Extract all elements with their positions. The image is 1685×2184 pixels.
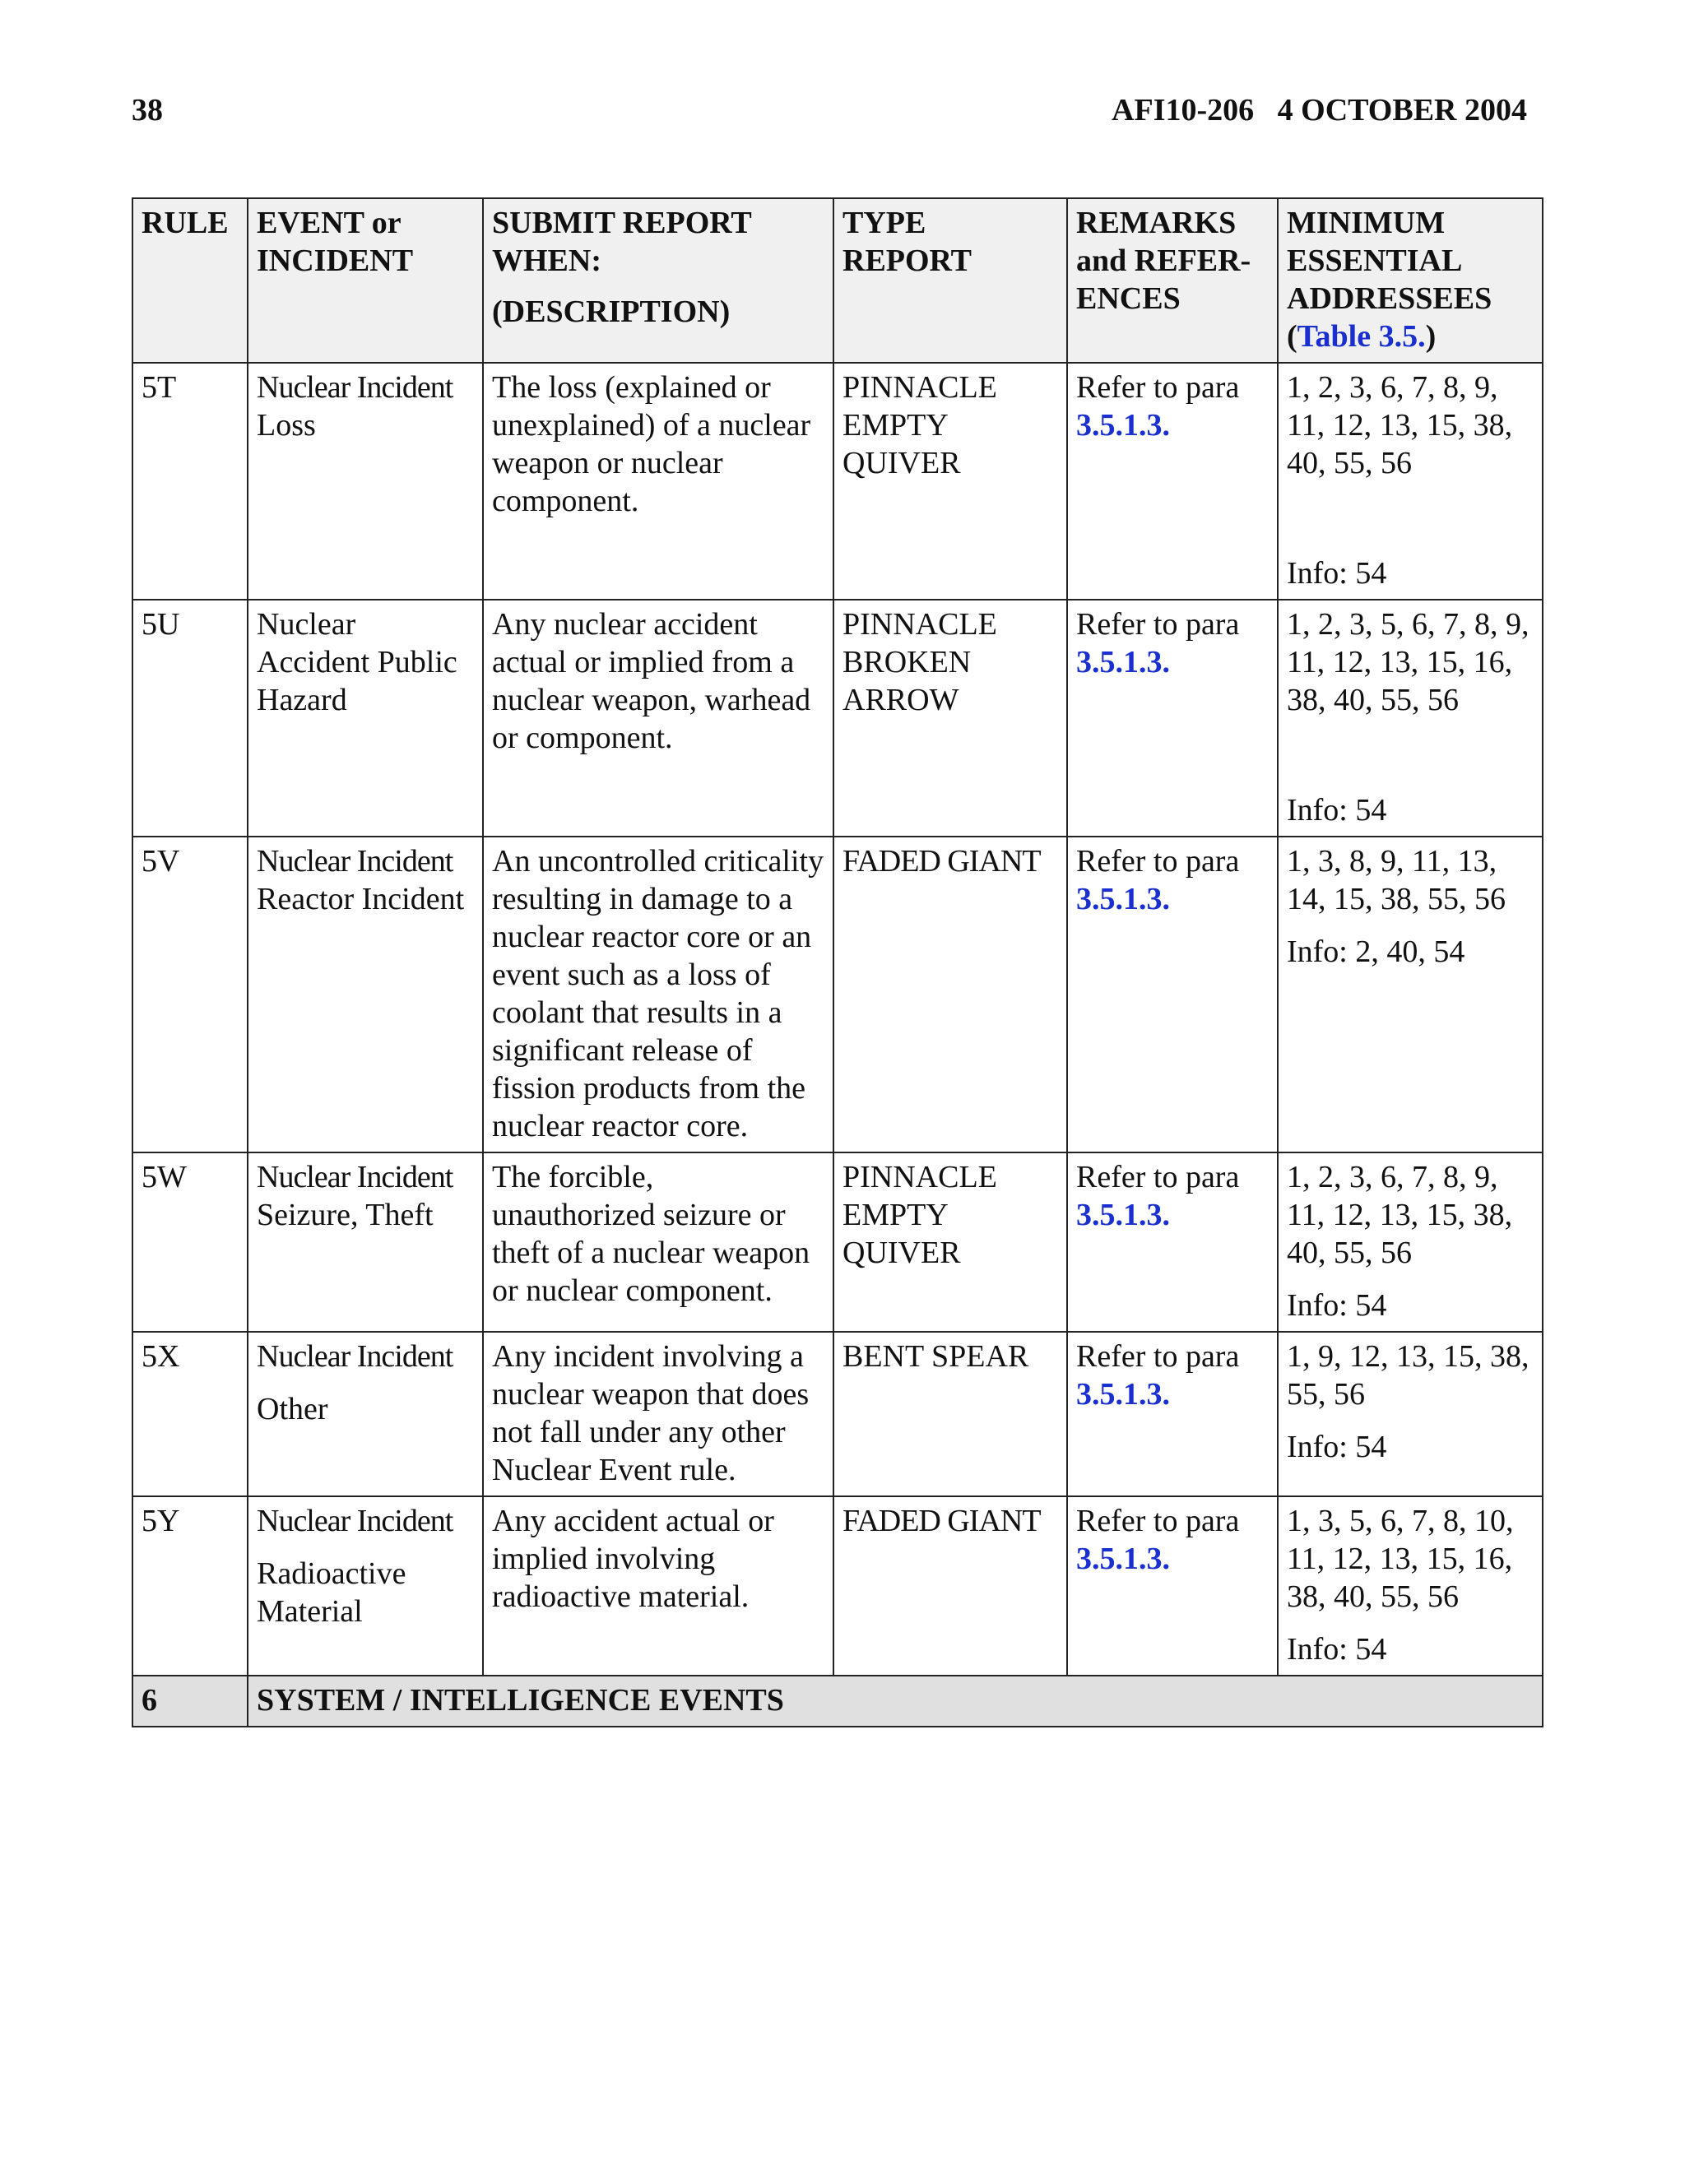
event-text: Radioactive Material [257,1556,406,1629]
para-3-5-1-3-link[interactable]: 3.5.1.3. [1076,882,1170,916]
table-row [132,837,1543,1152]
section-title-cell: SYSTEM / INTELLIGENCE EVENTS [248,1676,1543,1727]
remarks-text: Refer to para [1076,1160,1240,1194]
type-text: PINNACLE [842,607,997,642]
remarks-text: Refer to para [1076,844,1240,879]
table-row [132,600,1543,837]
remarks-text: Refer to para [1076,370,1240,405]
addressees-cell [1278,1152,1543,1332]
addressees-text: 1, 2, 3, 6, 7, 8, 9, 11, 12, 13, 15, 38, 40, 55, 56 [1287,370,1513,480]
header-label: ENCES [1076,281,1181,316]
header-label: REMARKS [1076,206,1237,240]
column-header-remarks [1067,198,1278,363]
addressees-cell [1278,837,1543,1152]
info-addressees: Info: 54 [1287,1430,1387,1464]
table-row [132,363,1543,600]
type-text: FADED GIANT [842,1504,1041,1538]
event-text: Reactor Incident [257,882,465,916]
rule-cell: 5X [132,1332,248,1496]
info-addressees: Info: 54 [1287,793,1387,828]
header-label: WHEN: [492,243,601,278]
event-cell [248,1332,483,1496]
column-header-rule [132,198,248,363]
type-text: PINNACLE [842,370,997,405]
header-label: MINIMUM [1287,206,1446,240]
info-addressees: Info: 54 [1287,1632,1387,1667]
event-text: Nuclear Incident [257,844,453,879]
table-header-row [132,198,1543,363]
event-text: Accident Public Hazard [257,645,457,717]
header-label: TYPE [842,206,926,240]
rule-cell: 5U [132,600,248,837]
addressees-cell [1278,600,1543,837]
type-text: FADED GIANT [842,844,1041,879]
header-label: ADDRESSEES [1287,281,1492,316]
event-cell [248,837,483,1152]
header-label: RULE [142,206,229,240]
type-text: BROKEN [842,645,972,679]
addressees-cell [1278,1332,1543,1496]
para-3-5-1-3-link[interactable]: 3.5.1.3. [1076,1542,1170,1576]
event-text: Nuclear Incident [257,1160,453,1194]
event-cell [248,363,483,600]
addressees-text: 1, 2, 3, 6, 7, 8, 9, 11, 12, 13, 15, 38, 40, 55, 56 [1287,1160,1513,1270]
event-text: Nuclear Incident [257,1339,453,1374]
event-text: Nuclear Incident [257,370,453,405]
description-cell: Any incident involving a nuclear weapon that does not fall under any other Nuclear Event rule. [483,1332,833,1496]
event-text: Seizure, Theft [257,1198,434,1232]
event-text: Nuclear Incident [257,1504,453,1538]
header-label: ESSENTIAL [1287,243,1463,278]
para-3-5-1-3-link[interactable]: 3.5.1.3. [1076,408,1170,443]
addressees-text: 1, 9, 12, 13, 15, 38, 55, 56 [1287,1339,1529,1412]
event-text: Nuclear [257,607,356,642]
type-text: EMPTY [842,408,949,443]
event-cell [248,600,483,837]
rule-cell: 5W [132,1152,248,1332]
addressees-text: 1, 3, 8, 9, 11, 13, 14, 15, 38, 55, 56 [1287,844,1506,916]
addressees-text: 1, 3, 5, 6, 7, 8, 10, 11, 12, 13, 15, 16, 38, 40, 55, 56 [1287,1504,1514,1614]
addressees-cell [1278,1496,1543,1676]
type-text: ARROW [842,683,959,717]
document-id: AFI10-206 4 OCTOBER 2004 [1112,93,1527,128]
type-text: QUIVER [842,446,961,480]
info-addressees: Info: 54 [1287,556,1387,591]
event-text: Loss [257,408,316,443]
type-report-cell [833,1152,1067,1332]
rule-cell: 5V [132,837,248,1152]
paren-close: ) [1425,319,1437,354]
event-cell [248,1496,483,1676]
table-row [132,1332,1543,1496]
column-header-type-report [833,198,1067,363]
header-label: REPORT [842,243,972,278]
para-3-5-1-3-link[interactable]: 3.5.1.3. [1076,645,1170,679]
column-header-addressees [1278,198,1543,363]
remarks-cell [1067,363,1278,600]
remarks-text: Refer to para [1076,1504,1240,1538]
remarks-cell [1067,1152,1278,1332]
remarks-cell [1067,1496,1278,1676]
page-number: 38 [132,93,163,128]
type-text: EMPTY [842,1198,949,1232]
remarks-text: Refer to para [1076,1339,1240,1374]
type-text: PINNACLE [842,1160,997,1194]
header-label: SUBMIT REPORT [492,206,752,240]
section-rule-cell: 6 [132,1676,248,1727]
description-cell: The forcible, unauthorized seizure or theft of a nuclear weapon or nuclear component. [483,1152,833,1332]
header-label: INCIDENT [257,243,414,278]
header-label: EVENT or [257,206,402,240]
reporting-rules-table [132,197,1543,1727]
rule-cell: 5T [132,363,248,600]
type-text: QUIVER [842,1236,961,1270]
section-row [132,1676,1543,1727]
column-header-event [248,198,483,363]
addressees-cell [1278,363,1543,600]
remarks-cell [1067,600,1278,837]
remarks-text: Refer to para [1076,607,1240,642]
type-report-cell [833,837,1067,1152]
column-header-submit-report [483,198,833,363]
para-3-5-1-3-link[interactable]: 3.5.1.3. [1076,1198,1170,1232]
event-text: Other [257,1392,328,1426]
table-3-5-link[interactable]: Table 3.5. [1297,319,1426,354]
table-row [132,1152,1543,1332]
info-addressees: Info: 54 [1287,1288,1387,1323]
page-header [132,92,1527,133]
event-cell [248,1152,483,1332]
description-cell: An uncontrolled criticality resulting in damage to a nuclear reactor core or an event such as a loss of coolant that results in a significant release of fission products from the nuclear reactor core. [483,837,833,1152]
remarks-cell [1067,837,1278,1152]
remarks-cell [1067,1332,1278,1496]
para-3-5-1-3-link[interactable]: 3.5.1.3. [1076,1377,1170,1412]
paren-open: ( [1287,319,1297,354]
header-label: and REFER- [1076,243,1251,278]
type-report-cell [833,363,1067,600]
addressees-text: 1, 2, 3, 5, 6, 7, 8, 9, 11, 12, 13, 15, 16, 38, 40, 55, 56 [1287,607,1529,717]
type-text: BENT SPEAR [842,1339,1029,1374]
header-label: (DESCRIPTION) [492,294,731,329]
description-cell: Any accident actual or implied involving radioactive material. [483,1496,833,1676]
info-addressees: Info: 2, 40, 54 [1287,934,1465,969]
type-report-cell [833,1332,1067,1496]
table-row [132,1496,1543,1676]
description-cell: The loss (explained or unexplained) of a nuclear weapon or nuclear component. [483,363,833,600]
type-report-cell [833,1496,1067,1676]
description-cell: Any nuclear accident actual or implied from a nuclear weapon, warhead or component. [483,600,833,837]
type-report-cell [833,600,1067,837]
rule-cell: 5Y [132,1496,248,1676]
